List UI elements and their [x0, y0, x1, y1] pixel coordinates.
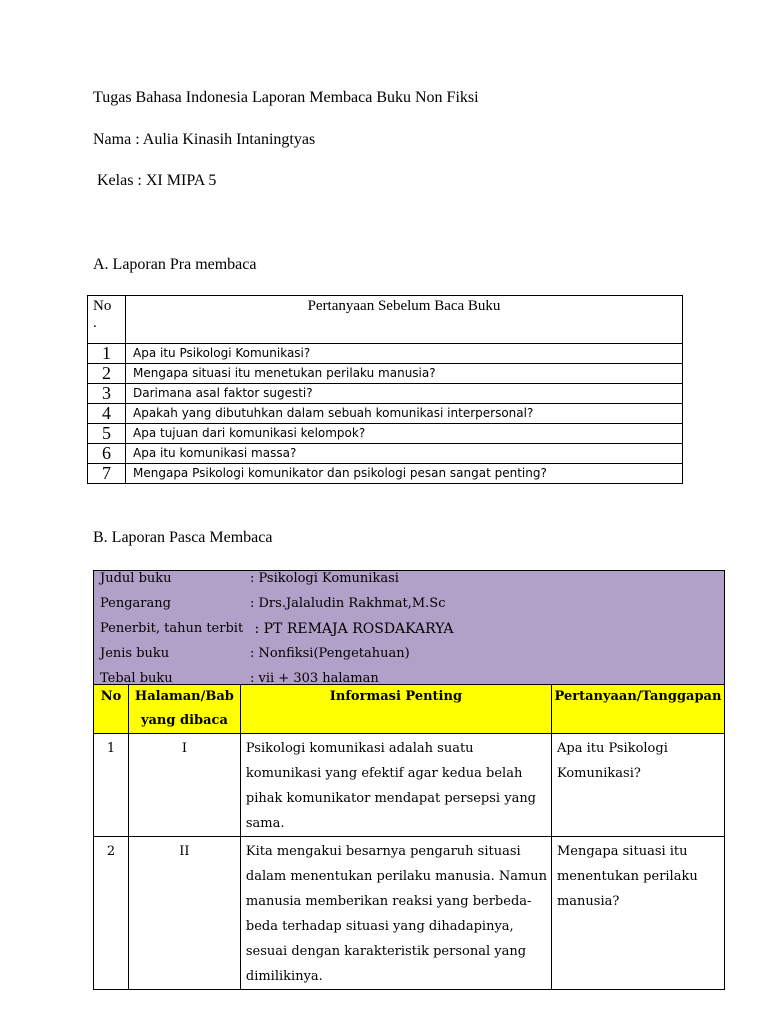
row-number: 1 — [88, 344, 126, 364]
table-row — [94, 734, 725, 837]
row-chapter: I — [128, 734, 240, 837]
row-question: Apa itu komunikasi massa? — [126, 444, 683, 464]
info-value: : Drs.Jalaludin Rakhmat,M.Sc — [250, 596, 446, 611]
book-pages-row — [94, 671, 724, 684]
row-response: Apa itu Psikologi Komunikasi? — [551, 734, 724, 837]
row-number: 7 — [88, 464, 126, 484]
document-title: Tugas Bahasa Indonesia Laporan Membaca Buku Non Fiksi — [93, 89, 479, 106]
info-value: : vii + 303 halaman — [250, 671, 379, 684]
section-a-heading: A. Laporan Pra membaca — [93, 256, 257, 273]
book-title-row — [94, 571, 724, 596]
row-number: 6 — [88, 444, 126, 464]
row-number: 1 — [94, 734, 129, 837]
table-row — [88, 424, 683, 444]
info-label: Penerbit, tahun terbit — [100, 621, 244, 636]
row-question: Apakah yang dibutuhkan dalam sebuah komunikasi interpersonal? — [126, 404, 683, 424]
column-header-info: Informasi Penting — [240, 685, 551, 734]
info-label: Judul buku — [100, 571, 172, 586]
book-info-row — [94, 571, 725, 685]
post-reading-table — [93, 570, 725, 990]
row-number: 2 — [94, 837, 129, 990]
row-question: Apa tujuan dari komunikasi kelompok? — [126, 424, 683, 444]
pre-reading-table — [87, 295, 683, 484]
row-question: Mengapa Psikologi komunikator dan psikologi pesan sangat penting? — [126, 464, 683, 484]
row-info: Psikologi komunikasi adalah suatu komunikasi yang efektif agar kedua belah pihak komunikator mendapat persepsi yang sama. — [240, 734, 551, 837]
book-type-row — [94, 646, 724, 671]
table-row — [88, 384, 683, 404]
info-value: : PT REMAJA ROSDAKARYA — [250, 621, 454, 637]
book-info-block — [94, 571, 725, 685]
row-number: 4 — [88, 404, 126, 424]
row-number: 2 — [88, 364, 126, 384]
table-row — [88, 404, 683, 424]
row-chapter: II — [128, 837, 240, 990]
table-row — [94, 837, 725, 990]
section-b-heading: B. Laporan Pasca Membaca — [93, 529, 273, 546]
table-header-row — [88, 296, 683, 344]
info-label: Jenis buku — [100, 646, 170, 661]
column-header-chapter: Halaman/Bab yang dibaca — [128, 685, 240, 734]
column-header-question: Pertanyaan Sebelum Baca Buku — [126, 296, 683, 344]
info-label: Tebal buku — [100, 671, 173, 684]
column-header-response: Pertanyaan/Tanggapan — [551, 685, 724, 734]
row-number: 5 — [88, 424, 126, 444]
row-info: Kita mengakui besarnya pengaruh situasi dalam menentukan perilaku manusia. Namun manusia memberikan reaksi yang berbeda-beda terhadap situasi yang dihadapinya, sesuai dengan karakteristik personal yang dimilikinya. — [240, 837, 551, 990]
row-response: Mengapa situasi itu menentukan perilaku manusia? — [551, 837, 724, 990]
table-header-row — [94, 685, 725, 734]
row-question: Mengapa situasi itu menetukan perilaku manusia? — [126, 364, 683, 384]
info-label: Pengarang — [100, 596, 171, 611]
row-question: Apa itu Psikologi Komunikasi? — [126, 344, 683, 364]
book-author-row — [94, 596, 724, 621]
info-value: : Nonfiksi(Pengetahuan) — [250, 646, 410, 661]
row-question: Darimana asal faktor sugesti? — [126, 384, 683, 404]
table-row — [88, 364, 683, 384]
column-header-no: No — [94, 685, 129, 734]
table-row — [88, 344, 683, 364]
table-row — [88, 444, 683, 464]
book-publisher-row — [94, 621, 724, 646]
student-name: Nama : Aulia Kinasih Intaningtyas — [93, 131, 316, 148]
table-row — [88, 464, 683, 484]
row-number: 3 — [88, 384, 126, 404]
column-header-no: No . — [88, 296, 126, 344]
info-value: : Psikologi Komunikasi — [250, 571, 399, 586]
student-class: Kelas : XI MIPA 5 — [97, 172, 217, 189]
